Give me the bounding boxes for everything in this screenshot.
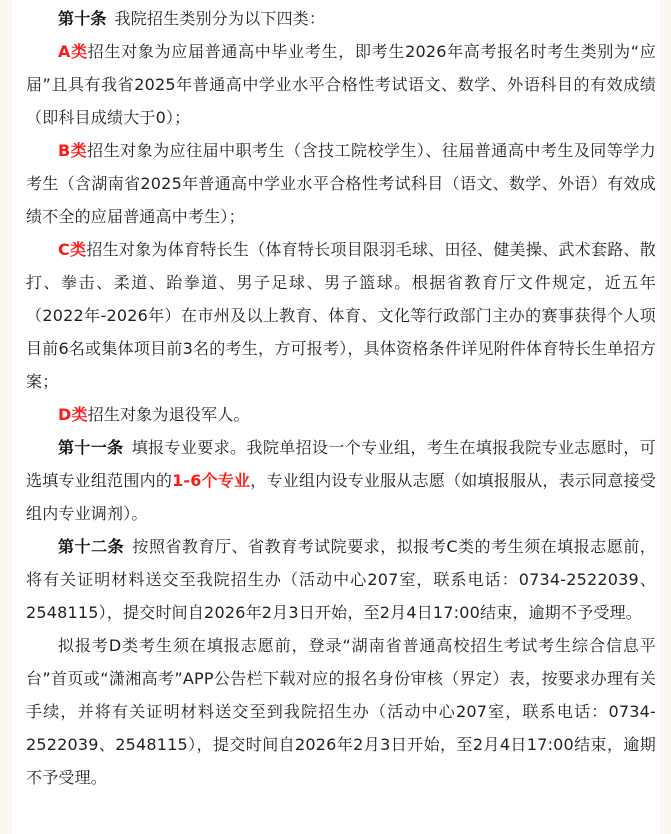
document-page [12,0,660,834]
article-10-intro-text: 我院招生类别分为以下四类： [114,9,326,28]
article-11-text-after: ，专业组内设专业服从志愿（如填报服从，表示同意接受组内专业调剂）。 [26,471,656,523]
category-d [26,398,656,431]
paragraph-d-text: 拟报考D类考生须在填报志愿前，登录“湖南省普通高校招生考试考生综合信息平台”首页或“潇湘高考”APP公告栏下载对应的报名身份审核（界定）表，按要求办理有关手续，并将有关证明材料送交至到我院招生办（活动中心207室，联系电话：0734-2522039、2548115），提交时间自2026年2月3日开始，至2月4日17:00结束，逾期不予受理。 [26,636,656,787]
document-content [26,0,656,794]
article-11 [26,431,656,530]
category-c-text: 招生对象为体育特长生（体育特长项目限羽毛球、田径、健美操、武术套路、散打、拳击、柔道、跆拳道、男子足球、男子篮球。根据省教育厅文件规定，近五年（2022年-2026年）在市州及以上教育、体育、文化等行政部门主办的赛事获得个人项目前6名或集体项目前3名的考生，方可报考），具体资格条件详见附件体育特长生单招方案； [26,240,656,391]
category-a-label: A类 [58,42,88,61]
article-12-heading: 第十二条 [58,537,125,556]
category-d-text: 招生对象为退役军人。 [87,405,250,424]
category-c [26,233,656,398]
article-11-highlight: 1-6个专业 [172,471,251,490]
article-12-text: 按照省教育厅、省教育考试院要求，拟报考C类的考生须在填报志愿前，将有关证明材料送交至我院招生办（活动中心207室，联系电话：0734-2522039、2548115），提交时间自2026年2月3日开始，至2月4日17:00结束，逾期不予受理。 [26,537,656,622]
category-d-label: D类 [58,405,88,424]
category-c-label: C类 [58,240,87,259]
category-a-text: 招生对象为应届普通高中毕业考生，即考生2026年高考报名时考生类别为“应届”且具有我省2025年普通高中学业水平合格性考试语文、数学、外语科目的有效成绩（即科目成绩大于0）； [26,42,656,127]
category-b-text: 招生对象为应往届中职考生（含技工院校学生）、往届普通高中考生及同等学力考生（含湖南省2025年普通高中学业水平合格性考试科目（语文、数学、外语）有效成绩不全的应届普通高中考生）； [26,141,656,226]
article-12 [26,530,656,629]
paragraph-d-applicants [26,629,656,794]
article-10-intro [26,0,656,35]
category-b [26,134,656,233]
category-a [26,35,656,134]
article-11-heading: 第十一条 [58,438,124,457]
category-b-label: B类 [58,141,88,160]
article-10-heading: 第十条 [58,9,107,28]
article-11-text-before: 填报专业要求。我院单招设一个专业组，考生在填报我院专业志愿时，可选填专业组范围内的 [26,438,656,490]
